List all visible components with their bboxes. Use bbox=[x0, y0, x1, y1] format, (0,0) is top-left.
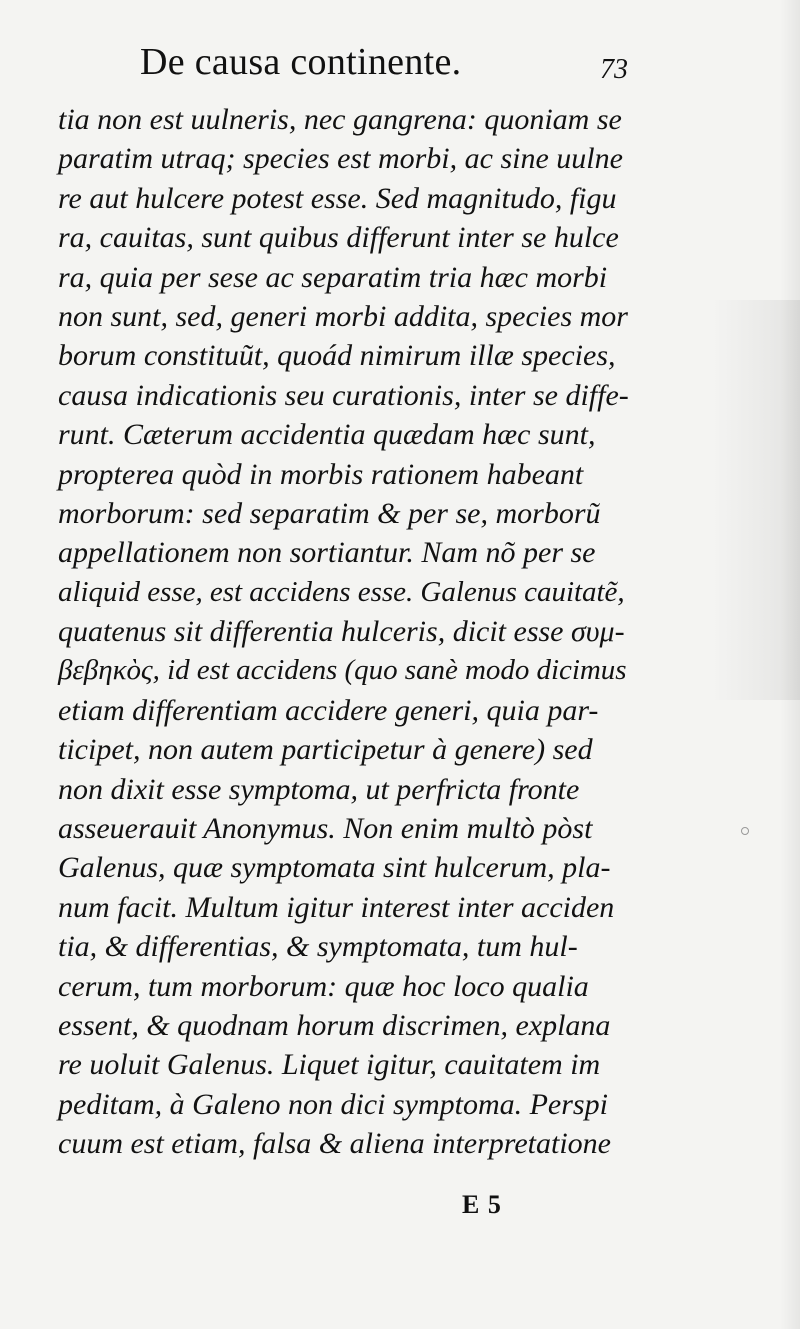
text-line: ra, cauitas, sunt quibus differunt inter se hulce bbox=[58, 221, 619, 255]
body-text bbox=[58, 100, 638, 1164]
page-footer bbox=[462, 1190, 582, 1230]
text-line: tia non est uulneris, nec gangrena: quoniam se bbox=[58, 103, 622, 136]
text-line: ticipet, non autem participetur à genere) sed bbox=[58, 733, 593, 767]
text-line: re uoluit Galenus. Liquet igitur, cauitatem im bbox=[58, 1048, 601, 1082]
text-line: cerum, tum morborum: quæ hoc loco qualia bbox=[58, 969, 589, 1003]
text-line: paratim utraq; species est morbi, ac sine uulne bbox=[58, 142, 623, 176]
text-line: appellationem non sortiantur. Nam nõ per se bbox=[58, 536, 596, 570]
text-line: βεβηκὸς, id est accidens (quo sanè modo dicimus bbox=[58, 654, 627, 687]
page-edge-shadow bbox=[780, 0, 800, 1329]
page-number: 73 bbox=[600, 54, 628, 85]
text-line: peditam, à Galeno non dici symptoma. Perspi bbox=[58, 1087, 608, 1121]
text-line: num facit. Multum igitur interest inter acciden bbox=[58, 890, 615, 924]
text-line: ra, quia per sese ac separatim tria hæc morbi bbox=[58, 260, 608, 294]
signature-mark: E 5 bbox=[462, 1190, 502, 1219]
text-line: borum constituũt, quoád nimirum illæ species, bbox=[58, 339, 616, 373]
running-title: De causa continente. bbox=[140, 41, 462, 83]
paper-speck bbox=[741, 827, 749, 835]
text-line: essent, & quodnam horum discrimen, explana bbox=[58, 1008, 611, 1042]
text-line: re aut hulcere potest esse. Sed magnitudo, figu bbox=[58, 181, 617, 215]
text-line: cuum est etiam, falsa & aliena interpretatione bbox=[58, 1127, 611, 1161]
text-line: propterea quòd in morbis rationem habeant bbox=[58, 457, 584, 491]
text-line: causa indicationis seu curationis, inter se diffe- bbox=[58, 378, 629, 412]
text-line: runt. Cæterum accidentia quædam hæc sunt, bbox=[58, 418, 596, 452]
text-line: Galenus, quæ symptomata sint hulcerum, pla- bbox=[58, 851, 611, 885]
text-line: tia, & differentias, & symptomata, tum hul- bbox=[58, 930, 578, 964]
text-line: non dixit esse symptoma, ut perfricta fronte bbox=[58, 772, 580, 806]
text-line: morborum: sed separatim & per se, morborũ bbox=[58, 496, 601, 530]
page-header bbox=[140, 40, 660, 90]
text-line: non sunt, sed, generi morbi addita, species mor bbox=[58, 299, 628, 333]
text-line: quatenus sit differentia hulceris, dicit esse συμ- bbox=[58, 615, 625, 649]
text-line: asseuerauit Anonymus. Non enim multò pòst bbox=[58, 812, 593, 846]
text-line: etiam differentiam accidere generi, quia par- bbox=[58, 693, 599, 727]
text-line: aliquid esse, est accidens esse. Galenus cauitatẽ, bbox=[58, 575, 625, 608]
